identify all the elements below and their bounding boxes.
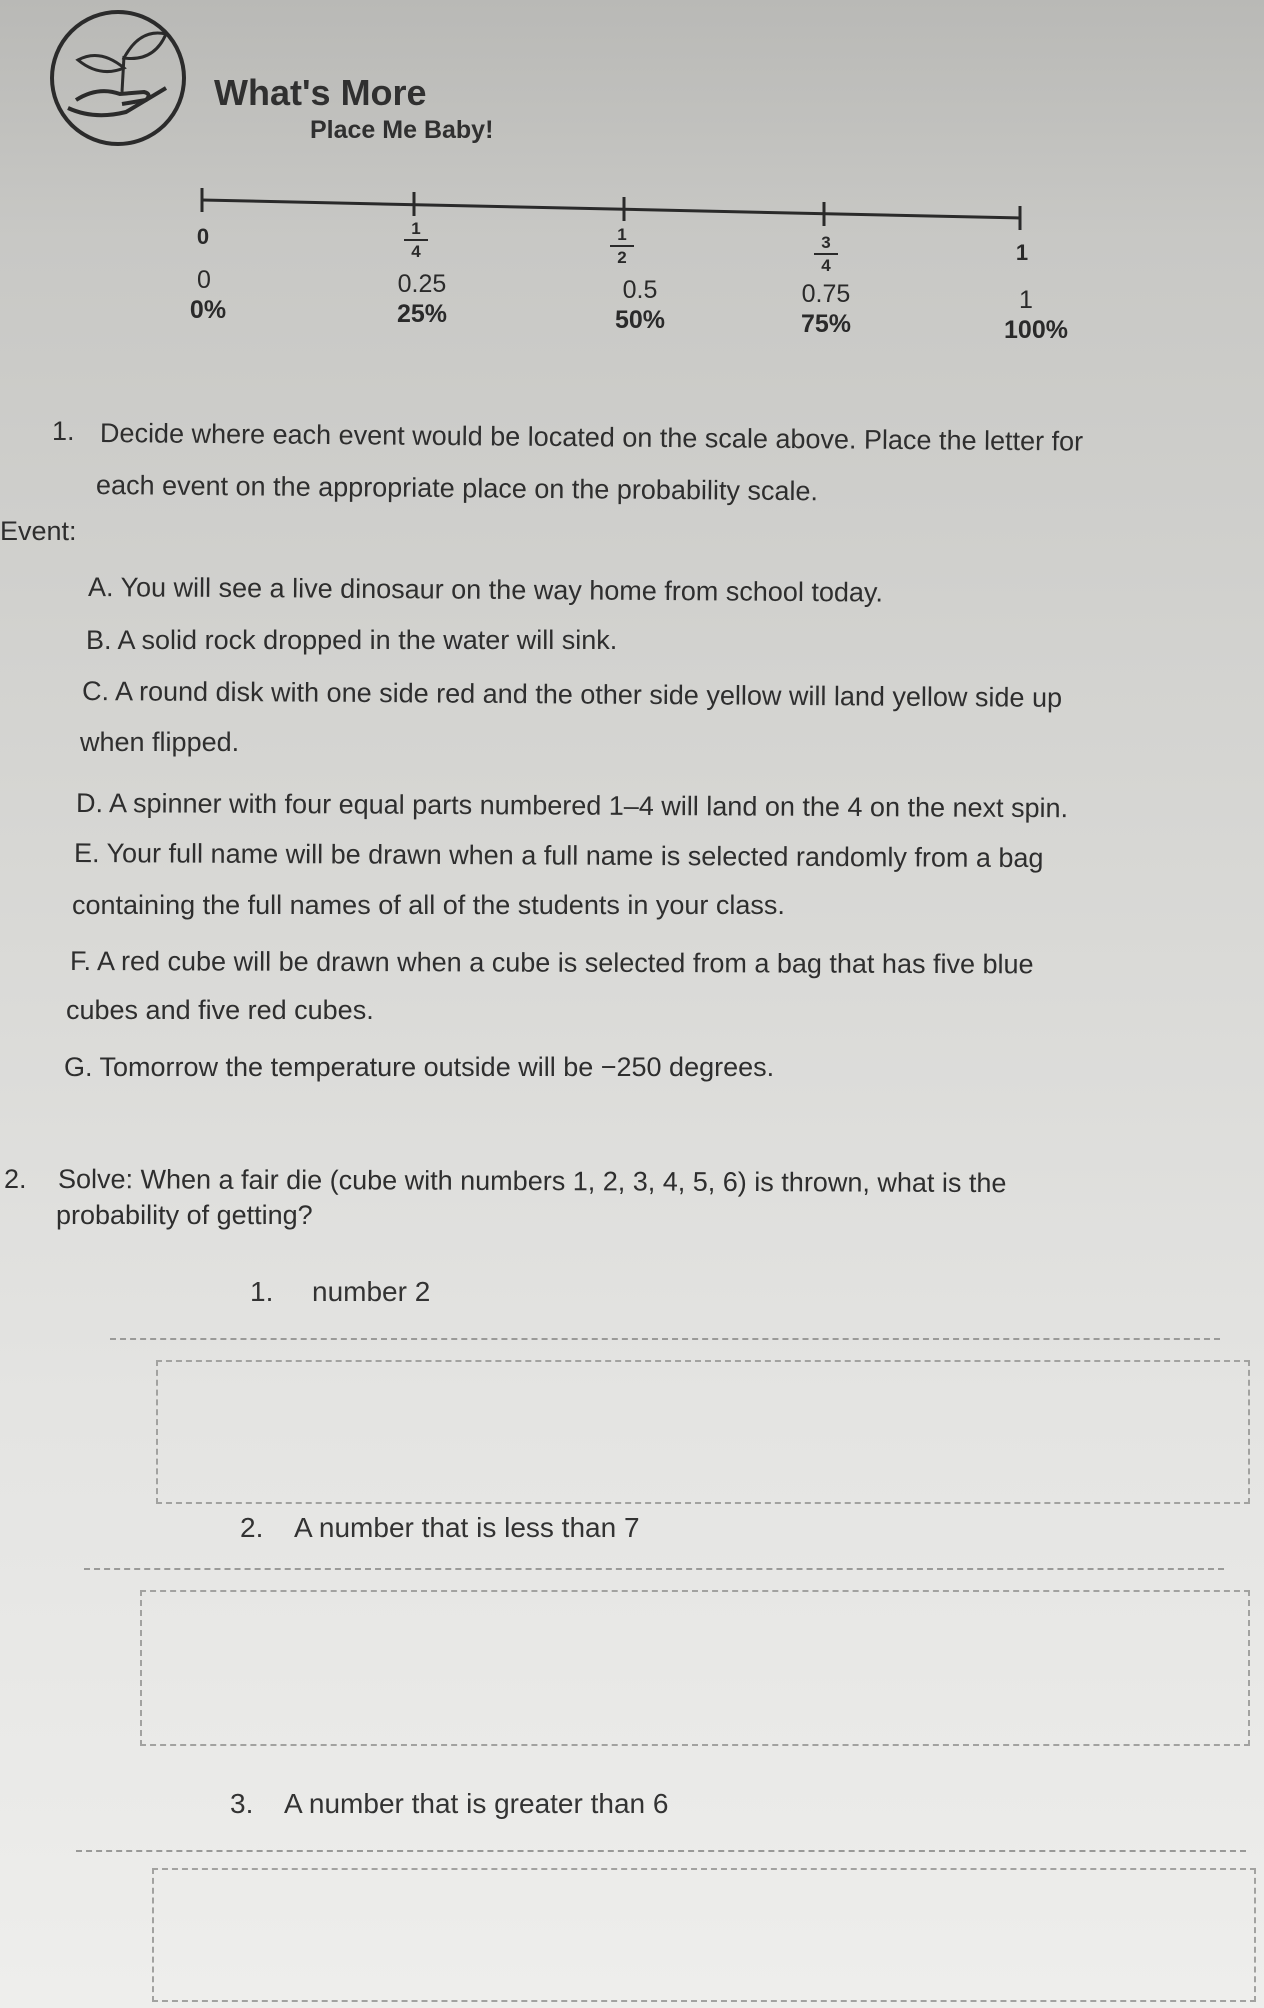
question-1-text: each event on the appropriate place on the probability scale. (95, 470, 819, 507)
hand-holding-plant-icon (48, 8, 188, 148)
event-f-continued: cubes and five red cubes. (66, 995, 374, 1025)
event-c-continued: when flipped. (80, 727, 240, 757)
fraction-denominator: 2 (617, 248, 627, 267)
question-1-number: 1. (52, 416, 75, 446)
fraction-numerator: 1 (411, 219, 421, 238)
event-e: E. Your full name will be drawn when a full name is selected randomly from a bag (73, 838, 1044, 874)
event-f: F. A red cube will be drawn when a cube is selected from a bag that has five blue (69, 946, 1034, 980)
percent-label: 75% (800, 310, 852, 338)
decimal-label: 0.75 (801, 280, 851, 308)
decimal-label: 0 (197, 266, 211, 294)
answer-box-3[interactable] (152, 1868, 1256, 2002)
tick-top-label: 1 (1015, 240, 1029, 265)
decimal-label: 0.5 (622, 276, 658, 304)
event-b: B. A solid rock dropped in the water will sink. (86, 625, 618, 655)
fraction-denominator: 4 (821, 256, 831, 275)
question-2-number: 2. (4, 1164, 27, 1194)
decimal-label: 1 (1019, 286, 1033, 314)
sub-question-number: 3. (230, 1788, 254, 1819)
fraction-numerator: 1 (617, 225, 627, 244)
answer-box-2[interactable] (140, 1590, 1250, 1746)
event-a: A. You will see a live dinosaur on the way home from school today. (87, 572, 884, 608)
event-c: C. A round disk with one side red and the other side yellow will land yellow side up (81, 676, 1063, 713)
tick-top-label: 0 (196, 224, 210, 249)
answer-line (84, 1568, 1224, 1570)
question-2-text: Solve: When a fair die (cube with numbers 1, 2, 3, 4, 5, 6) is thrown, what is the (57, 1164, 1007, 1199)
question-2-text: probability of getting? (56, 1200, 313, 1230)
event-g: G. Tomorrow the temperature outside will be −250 degrees. (64, 1052, 775, 1082)
percent-label: 100% (1004, 316, 1068, 344)
fraction-numerator: 3 (821, 233, 831, 252)
answer-box-1[interactable] (156, 1360, 1250, 1504)
page-title: What's More (214, 72, 427, 113)
percent-label: 50% (614, 306, 666, 334)
page-subtitle: Place Me Baby! (310, 116, 494, 144)
question-1-text: Decide where each event would be located on the scale above. Place the letter for (99, 418, 1084, 457)
events-label: Event: (0, 516, 77, 546)
sub-question-number: 2. (240, 1512, 264, 1543)
sub-question-text: A number that is less than 7 (294, 1512, 640, 1543)
percent-label: 25% (396, 300, 448, 328)
event-d: D. A spinner with four equal parts numbered 1–4 will land on the 4 on the next spin. (75, 788, 1069, 824)
probability-scale (0, 180, 1264, 360)
sub-question-text: number 2 (312, 1276, 431, 1307)
fraction-denominator: 4 (411, 242, 421, 261)
sub-question-text: A number that is greater than 6 (284, 1788, 669, 1819)
scale-line (202, 200, 1020, 218)
event-e-continued: containing the full names of all of the students in your class. (72, 890, 785, 920)
decimal-label: 0.25 (397, 270, 447, 298)
answer-line (110, 1338, 1220, 1340)
percent-label: 0% (189, 296, 227, 324)
sub-question-number: 1. (250, 1276, 274, 1307)
answer-line (76, 1850, 1246, 1852)
